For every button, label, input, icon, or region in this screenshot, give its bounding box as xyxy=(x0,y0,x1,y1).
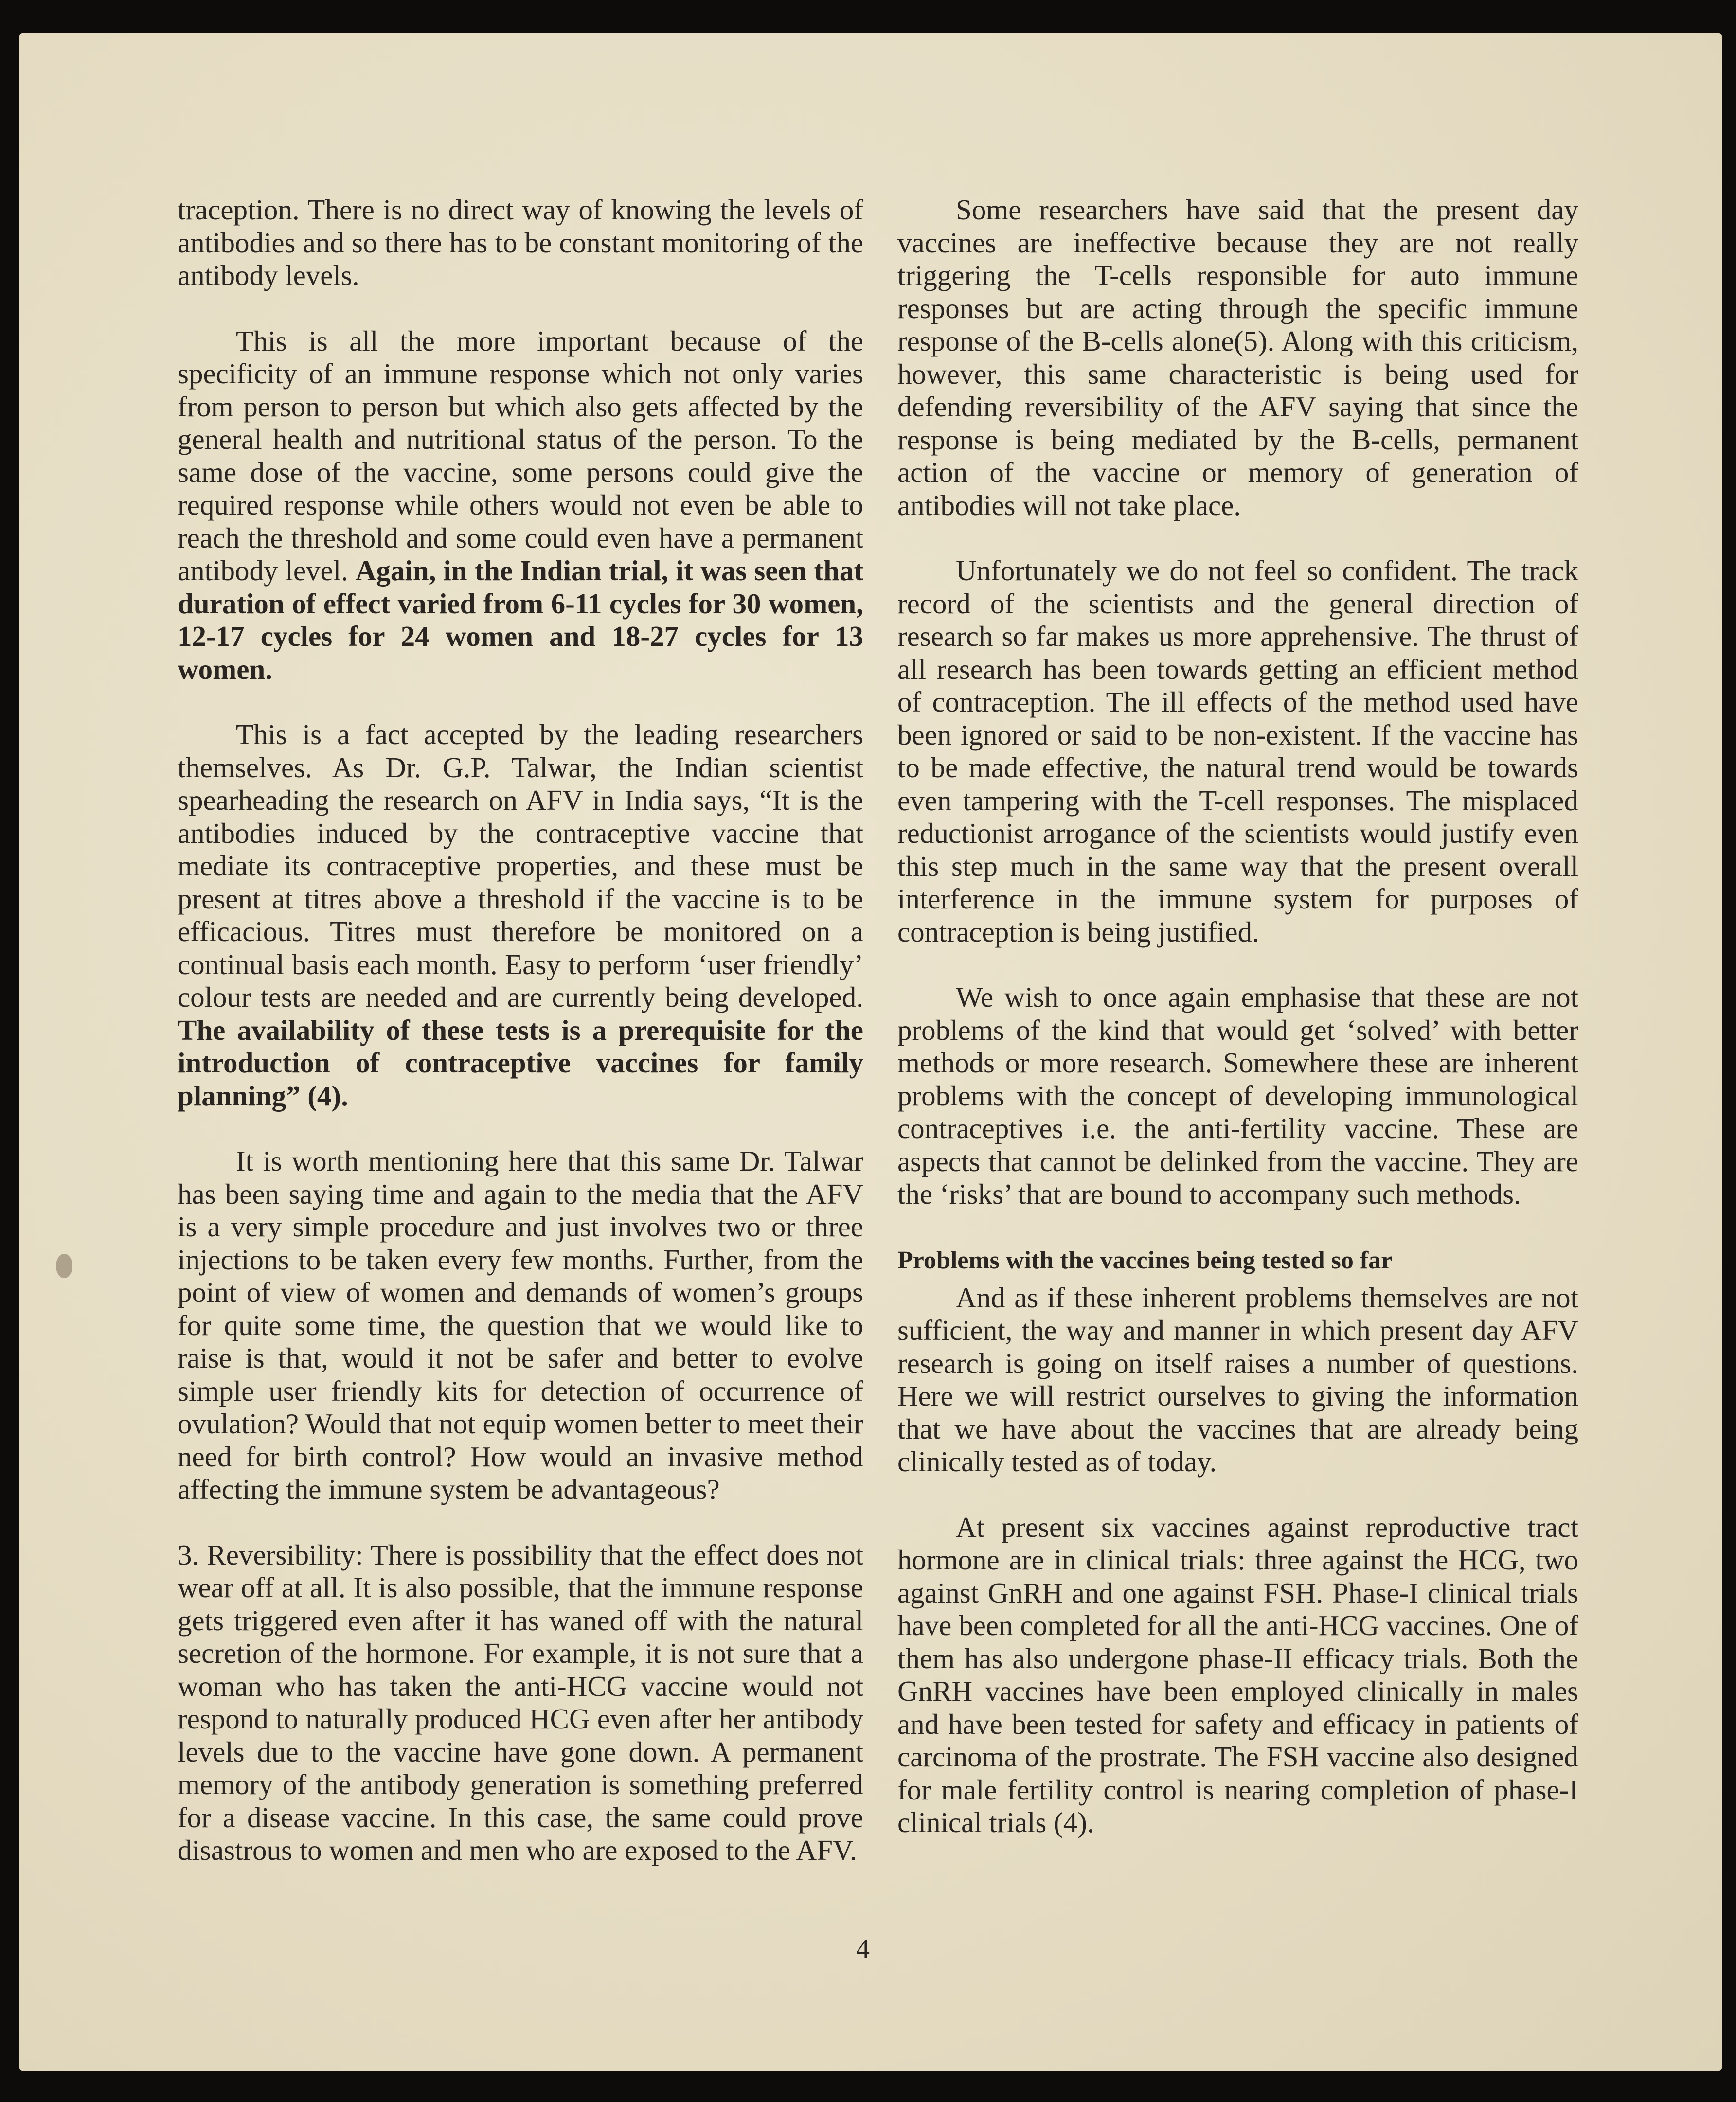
paragraph xyxy=(897,554,1578,948)
paragraph xyxy=(178,1539,863,1867)
text: And as if these inherent problems themselves are not sufficient, the way and manner in which present day AFV research is going on itself raises a number of questions. Here we will restrict ourselves to giving the information that we have about the vaccines that are already being clinically tested as of today. xyxy=(897,1281,1578,1478)
text: 3. Reversibility: There is possibility that the effect does not wear off at all. It is also possible, that the immune response gets triggered even after it has waned off with the natural secretion of the hormone. For example, it is not sure that a woman who has taken the anti-HCG vaccine would not respond to naturally produced HCG even after her antibody levels due to the vaccine have gone down. A permanent memory of the antibody generation is something preferred for a disease vaccine. In this case, the same could prove disastrous to women and men who are exposed to the AFV. xyxy=(178,1538,863,1866)
left-column xyxy=(178,194,863,1900)
text: At present six vaccines against reproductive tract hormone are in clinical trials: three against the HCG, two against GnRH and one against FSH. Phase-I clinical trials have been completed for all the anti-HCG vaccines. One of them has also undergone phase-II efficacy trials. Both the GnRH vaccines have been employed clinically in males and have been tested for safety and efficacy in patients of carcinoma of the prostrate. The FSH vaccine also designed for male fertility control is nearing completion of phase-I clinical trials (4). xyxy=(897,1511,1578,1838)
paragraph xyxy=(178,325,863,686)
section-heading: Problems with the vaccines being tested so far xyxy=(897,1246,1393,1274)
paragraph xyxy=(178,718,863,1112)
bold-text: Again, in the Indian trial, it was seen that duration of effect varied from 6-11 cycles for 30 women, 12-17 cycles for 24 women and 18-27 cycles for 13 women. xyxy=(178,554,863,685)
paragraph xyxy=(897,194,1578,522)
text: traception. There is no direct way of knowing the levels of antibodies and so there has to be constant monitoring of the antibody levels. xyxy=(178,194,863,291)
text: It is worth mentioning here that this same Dr. Talwar has been saying time and again to the media that the AFV is a very simple procedure and just involves two or three injections to be taken every few months. Further, from the point of view of women and demands of women’s groups for quite some time, the question that we would like to raise is that, would it not be safer and better to evolve simple user friendly kits for detection of occurrence of ovulation? Would that not equip women better to meet their need for birth control? How would an invasive method affecting the immune system be advantageous? xyxy=(178,1145,863,1505)
text: We wish to once again emphasise that these are not problems of the kind that would get ‘solved’ with better methods or more research. Somewhere these are inherent problems with the concept of developing immunological contraceptives i.e. the anti-fertility vaccine. These are aspects that cannot be delinked from the vaccine. They are the ‘risks’ that are bound to accompany such methods. xyxy=(897,981,1578,1210)
paragraph xyxy=(897,1511,1578,1839)
paragraph xyxy=(178,194,863,292)
document-page xyxy=(19,33,1722,2071)
paragraph xyxy=(897,1282,1578,1479)
paragraph xyxy=(178,1145,863,1506)
punch-hole-mark xyxy=(56,1254,72,1278)
bold-text: The availability of these tests is a prerequisite for the introduction of contraceptive vaccines for family planning” (4). xyxy=(178,1014,863,1112)
page-number: 4 xyxy=(856,1934,870,1964)
text: This is a fact accepted by the leading researchers themselves. As Dr. G.P. Talwar, the Indian scientist spearheading the research on AFV in India says, “It is the antibodies induced by the contraceptive vaccine that mediate its contraceptive properties, and these must be present at titres above a threshold if the vaccine is to be efficacious. Titres must therefore be monitored on a continual basis each month. Easy to perform ‘user friendly’ colour tests are needed and are currently being developed. xyxy=(178,718,863,1013)
text: This is all the more important because of the specificity of an immune response which not only varies from person to person but which also gets affected by the general health and nutritional status of the person. To the same dose of the vaccine, some persons could give the required response while others would not even be able to reach the threshold and some could even have a permanent antibody level. xyxy=(178,324,863,587)
text: Some researchers have said that the present day vaccines are ineffective because they are not really triggering the T-cells responsible for auto immune responses but are acting through the specific immune response of the B-cells alone(5). Along with this criticism, however, this same characteristic is being used for defending reversibility of the AFV saying that since the response is being mediated by the B-cells, permanent action of the vaccine or memory of generation of antibodies will not take place. xyxy=(897,194,1578,521)
right-column xyxy=(897,194,1578,1872)
text: Unfortunately we do not feel so confident. The track record of the scientists and the general direction of research so far makes us more apprehensive. The thrust of all research has been towards getting an efficient method of contraception. The ill effects of the method used have been ignored or said to be non-existent. If the vaccine has to be made effective, the natural trend would be towards even tampering with the T-cell responses. The misplaced reductionist arrogance of the scientists would justify even this step much in the same way that the present overall interference in the immune system for purposes of contraception is being justified. xyxy=(897,554,1578,948)
paragraph xyxy=(897,981,1578,1211)
